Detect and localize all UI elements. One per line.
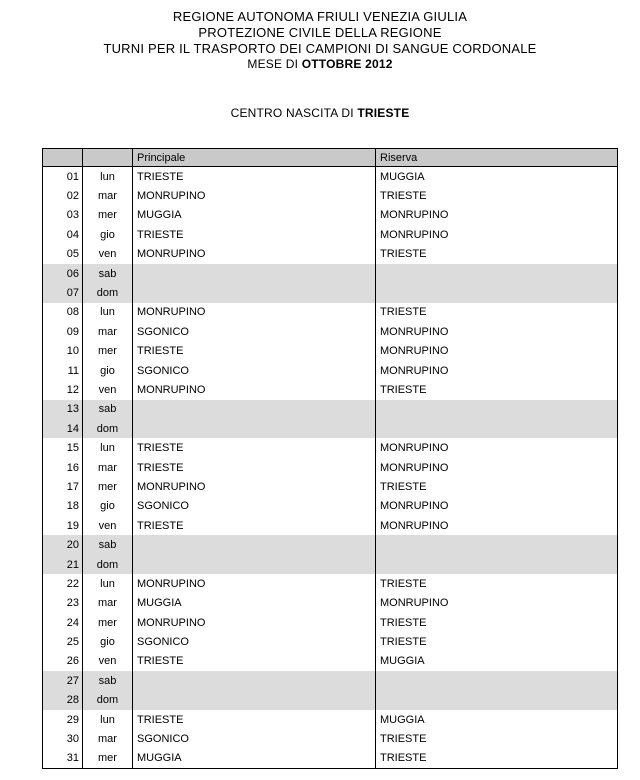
table-row xyxy=(43,283,618,302)
principale-cell: TRIESTE xyxy=(133,167,376,187)
principale-cell: TRIESTE xyxy=(133,225,376,244)
day-number-cell: 09 xyxy=(43,322,83,341)
table-row xyxy=(43,594,618,613)
day-number-cell: 28 xyxy=(43,691,83,710)
table-row xyxy=(43,671,618,690)
table-row xyxy=(43,245,618,264)
day-name-cell: dom xyxy=(83,283,133,302)
day-name-cell: mer xyxy=(83,206,133,225)
table-row xyxy=(43,361,618,380)
table-row xyxy=(43,264,618,283)
riserva-cell: TRIESTE xyxy=(376,303,618,322)
principale-cell xyxy=(133,691,376,710)
principale-cell: MUGGIA xyxy=(133,206,376,225)
table-row xyxy=(43,497,618,516)
schedule-table-body xyxy=(43,167,618,769)
riserva-cell xyxy=(376,419,618,438)
col-header-principale: Principale xyxy=(133,149,376,167)
riserva-cell: TRIESTE xyxy=(376,749,618,769)
table-row xyxy=(43,555,618,574)
riserva-cell xyxy=(376,283,618,302)
principale-cell: MONRUPINO xyxy=(133,380,376,399)
riserva-cell xyxy=(376,400,618,419)
day-name-cell: lun xyxy=(83,167,133,187)
principale-cell: SGONICO xyxy=(133,322,376,341)
day-number-cell: 03 xyxy=(43,206,83,225)
principale-cell: MONRUPINO xyxy=(133,186,376,205)
day-number-cell: 07 xyxy=(43,283,83,302)
riserva-cell: TRIESTE xyxy=(376,632,618,651)
table-row xyxy=(43,710,618,729)
day-number-cell: 15 xyxy=(43,438,83,457)
month-label-prefix: MESE DI xyxy=(247,57,302,71)
table-row xyxy=(43,342,618,361)
day-number-cell: 16 xyxy=(43,458,83,477)
riserva-cell: MONRUPINO xyxy=(376,497,618,516)
day-number-cell: 27 xyxy=(43,671,83,690)
col-header-riserva: Riserva xyxy=(376,149,618,167)
principale-cell: MONRUPINO xyxy=(133,477,376,496)
principale-cell: MONRUPINO xyxy=(133,613,376,632)
riserva-cell: MONRUPINO xyxy=(376,322,618,341)
day-number-cell: 18 xyxy=(43,497,83,516)
day-name-cell: mer xyxy=(83,342,133,361)
riserva-cell: MONRUPINO xyxy=(376,594,618,613)
day-name-cell: mar xyxy=(83,729,133,748)
day-number-cell: 01 xyxy=(43,167,83,187)
day-number-cell: 11 xyxy=(43,361,83,380)
table-row xyxy=(43,632,618,651)
day-number-cell: 31 xyxy=(43,749,83,769)
riserva-cell: MUGGIA xyxy=(376,167,618,187)
table-row xyxy=(43,613,618,632)
day-name-cell: ven xyxy=(83,245,133,264)
day-name-cell: dom xyxy=(83,691,133,710)
schedule-table xyxy=(42,148,618,769)
day-name-cell: mer xyxy=(83,477,133,496)
schedule-table-head xyxy=(43,149,618,167)
riserva-cell: TRIESTE xyxy=(376,613,618,632)
title-line-1: REGIONE AUTONOMA FRIULI VENEZIA GIULIA xyxy=(172,9,468,24)
riserva-cell: TRIESTE xyxy=(376,729,618,748)
title-line-2: PROTEZIONE CIVILE DELLA REGIONE xyxy=(198,25,442,40)
riserva-cell: TRIESTE xyxy=(376,245,618,264)
day-name-cell: mar xyxy=(83,458,133,477)
subtitle-city: TRIESTE xyxy=(357,106,410,120)
riserva-cell: TRIESTE xyxy=(376,186,618,205)
day-name-cell: gio xyxy=(83,632,133,651)
day-number-cell: 05 xyxy=(43,245,83,264)
day-name-cell: gio xyxy=(83,225,133,244)
principale-cell: TRIESTE xyxy=(133,458,376,477)
riserva-cell: MONRUPINO xyxy=(376,361,618,380)
table-row xyxy=(43,322,618,341)
day-name-cell: lun xyxy=(83,303,133,322)
day-name-cell: mar xyxy=(83,186,133,205)
day-number-cell: 19 xyxy=(43,516,83,535)
table-row xyxy=(43,652,618,671)
day-name-cell: sab xyxy=(83,400,133,419)
riserva-cell xyxy=(376,264,618,283)
day-number-cell: 23 xyxy=(43,594,83,613)
riserva-cell: MUGGIA xyxy=(376,710,618,729)
birth-center-subtitle xyxy=(0,106,640,120)
day-number-cell: 21 xyxy=(43,555,83,574)
riserva-cell: TRIESTE xyxy=(376,380,618,399)
day-name-cell: ven xyxy=(83,380,133,399)
document-header xyxy=(0,0,640,71)
riserva-cell: MUGGIA xyxy=(376,652,618,671)
day-number-cell: 25 xyxy=(43,632,83,651)
principale-cell: SGONICO xyxy=(133,497,376,516)
table-row xyxy=(43,535,618,554)
day-name-cell: dom xyxy=(83,419,133,438)
header-row xyxy=(43,149,618,167)
day-number-cell: 06 xyxy=(43,264,83,283)
principale-cell: TRIESTE xyxy=(133,438,376,457)
principale-cell: TRIESTE xyxy=(133,342,376,361)
day-number-cell: 20 xyxy=(43,535,83,554)
principale-cell: TRIESTE xyxy=(133,516,376,535)
day-name-cell: lun xyxy=(83,574,133,593)
riserva-cell: TRIESTE xyxy=(376,477,618,496)
riserva-cell: MONRUPINO xyxy=(376,516,618,535)
day-name-cell: lun xyxy=(83,438,133,457)
day-number-cell: 04 xyxy=(43,225,83,244)
table-row xyxy=(43,206,618,225)
principale-cell: MONRUPINO xyxy=(133,245,376,264)
day-name-cell: sab xyxy=(83,671,133,690)
principale-cell xyxy=(133,535,376,554)
day-name-cell: gio xyxy=(83,497,133,516)
col-header-day-name xyxy=(83,149,133,167)
principale-cell: MUGGIA xyxy=(133,594,376,613)
col-header-day-number xyxy=(43,149,83,167)
principale-cell xyxy=(133,419,376,438)
day-name-cell: gio xyxy=(83,361,133,380)
principale-cell: SGONICO xyxy=(133,729,376,748)
principale-cell: MUGGIA xyxy=(133,749,376,769)
table-row xyxy=(43,574,618,593)
riserva-cell: TRIESTE xyxy=(376,574,618,593)
table-row xyxy=(43,380,618,399)
day-name-cell: sab xyxy=(83,264,133,283)
day-number-cell: 08 xyxy=(43,303,83,322)
day-name-cell: ven xyxy=(83,516,133,535)
title-line-3: TURNI PER IL TRASPORTO DEI CAMPIONI DI SANGUE CORDONALE xyxy=(103,41,537,56)
riserva-cell xyxy=(376,691,618,710)
day-name-cell: dom xyxy=(83,555,133,574)
table-row xyxy=(43,729,618,748)
table-row xyxy=(43,167,618,187)
table-row xyxy=(43,225,618,244)
principale-cell: MONRUPINO xyxy=(133,574,376,593)
principale-cell: MONRUPINO xyxy=(133,303,376,322)
table-row xyxy=(43,691,618,710)
principale-cell xyxy=(133,555,376,574)
month-label: OTTOBRE 2012 xyxy=(301,57,393,71)
day-name-cell: ven xyxy=(83,652,133,671)
day-number-cell: 10 xyxy=(43,342,83,361)
subtitle-prefix: CENTRO NASCITA DI xyxy=(230,106,358,120)
day-number-cell: 17 xyxy=(43,477,83,496)
riserva-cell: MONRUPINO xyxy=(376,458,618,477)
riserva-cell xyxy=(376,555,618,574)
table-row xyxy=(43,186,618,205)
day-number-cell: 14 xyxy=(43,419,83,438)
day-number-cell: 24 xyxy=(43,613,83,632)
day-number-cell: 12 xyxy=(43,380,83,399)
table-row xyxy=(43,516,618,535)
day-number-cell: 22 xyxy=(43,574,83,593)
day-number-cell: 26 xyxy=(43,652,83,671)
day-number-cell: 13 xyxy=(43,400,83,419)
riserva-cell: MONRUPINO xyxy=(376,206,618,225)
table-row xyxy=(43,303,618,322)
riserva-cell xyxy=(376,671,618,690)
table-row xyxy=(43,477,618,496)
riserva-cell xyxy=(376,535,618,554)
principale-cell xyxy=(133,400,376,419)
principale-cell: TRIESTE xyxy=(133,652,376,671)
principale-cell xyxy=(133,283,376,302)
day-name-cell: lun xyxy=(83,710,133,729)
table-row xyxy=(43,438,618,457)
principale-cell: SGONICO xyxy=(133,632,376,651)
day-name-cell: mar xyxy=(83,594,133,613)
day-name-cell: mer xyxy=(83,749,133,769)
table-row xyxy=(43,419,618,438)
table-row xyxy=(43,458,618,477)
day-name-cell: mer xyxy=(83,613,133,632)
day-number-cell: 02 xyxy=(43,186,83,205)
principale-cell: TRIESTE xyxy=(133,710,376,729)
day-number-cell: 30 xyxy=(43,729,83,748)
day-number-cell: 29 xyxy=(43,710,83,729)
riserva-cell: MONRUPINO xyxy=(376,225,618,244)
riserva-cell: MONRUPINO xyxy=(376,342,618,361)
riserva-cell: MONRUPINO xyxy=(376,438,618,457)
principale-cell xyxy=(133,671,376,690)
table-row xyxy=(43,749,618,769)
title-line-4 xyxy=(0,57,640,71)
day-name-cell: sab xyxy=(83,535,133,554)
day-name-cell: mar xyxy=(83,322,133,341)
principale-cell xyxy=(133,264,376,283)
principale-cell: SGONICO xyxy=(133,361,376,380)
table-row xyxy=(43,400,618,419)
